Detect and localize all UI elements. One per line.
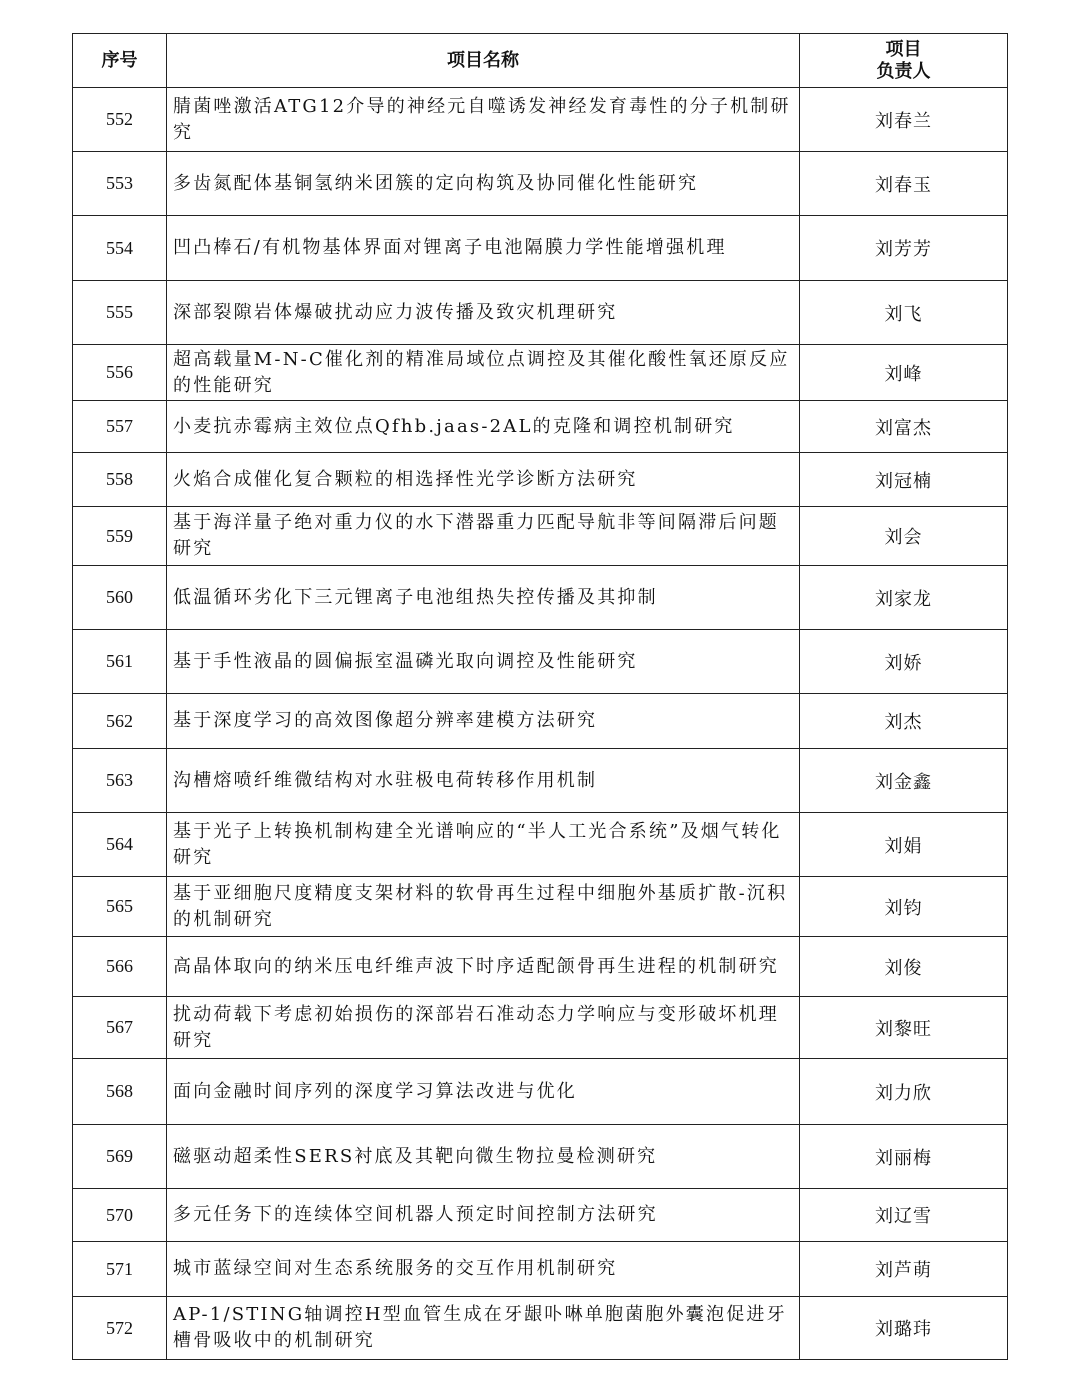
- header-project-lead-line1: 项目: [885, 38, 922, 60]
- table-row: [73, 152, 1008, 216]
- row-project-lead: 刘会: [800, 507, 1008, 566]
- row-project-lead: 刘娟: [800, 813, 1008, 877]
- row-project-lead: 刘俊: [800, 937, 1008, 997]
- row-project-lead: 刘钧: [800, 877, 1008, 937]
- row-project-name: 沟槽熔喷纤维微结构对水驻极电荷转移作用机制: [167, 749, 800, 813]
- table-row: [73, 1059, 1008, 1125]
- table-row: [73, 566, 1008, 630]
- row-serial-number: 557: [73, 401, 167, 453]
- table-row: [73, 216, 1008, 281]
- row-project-lead: 刘辽雪: [800, 1189, 1008, 1242]
- row-project-lead: 刘富杰: [800, 401, 1008, 453]
- row-serial-number: 567: [73, 997, 167, 1059]
- row-project-lead: 刘黎旺: [800, 997, 1008, 1059]
- table-row: [73, 749, 1008, 813]
- header-project-name: [167, 34, 800, 88]
- row-project-lead: 刘飞: [800, 281, 1008, 345]
- row-project-lead: 刘杰: [800, 694, 1008, 749]
- row-project-name: 小麦抗赤霉病主效位点Qfhb.jaas-2AL的克隆和调控机制研究: [167, 401, 800, 453]
- row-project-lead: 刘峰: [800, 345, 1008, 401]
- row-project-name: 超高载量M-N-C催化剂的精准局域位点调控及其催化酸性氧还原反应的性能研究: [167, 345, 800, 401]
- row-project-lead: 刘金鑫: [800, 749, 1008, 813]
- table-row: [73, 88, 1008, 152]
- table-row: [73, 997, 1008, 1059]
- table-row: [73, 1242, 1008, 1297]
- row-serial-number: 559: [73, 507, 167, 566]
- table-row: [73, 630, 1008, 694]
- row-project-lead: 刘春玉: [800, 152, 1008, 216]
- row-serial-number: 563: [73, 749, 167, 813]
- row-project-lead: 刘芳芳: [800, 216, 1008, 281]
- row-project-lead: 刘冠楠: [800, 453, 1008, 507]
- row-project-name: 深部裂隙岩体爆破扰动应力波传播及致灾机理研究: [167, 281, 800, 345]
- row-project-name: 城市蓝绿空间对生态系统服务的交互作用机制研究: [167, 1242, 800, 1297]
- row-serial-number: 564: [73, 813, 167, 877]
- row-serial-number: 561: [73, 630, 167, 694]
- row-project-name: 基于光子上转换机制构建全光谱响应的“半人工光合系统”及烟气转化研究: [167, 813, 800, 877]
- row-serial-number: 566: [73, 937, 167, 997]
- row-project-name: 多元任务下的连续体空间机器人预定时间控制方法研究: [167, 1189, 800, 1242]
- header-project-lead-line2: 负责人: [876, 60, 931, 82]
- row-project-name: 凹凸棒石/有机物基体界面对锂离子电池隔膜力学性能增强机理: [167, 216, 800, 281]
- row-project-lead: 刘娇: [800, 630, 1008, 694]
- table-row: [73, 877, 1008, 937]
- row-project-name: 面向金融时间序列的深度学习算法改进与优化: [167, 1059, 800, 1125]
- header-project-name-label: 项目名称: [447, 49, 519, 71]
- row-project-lead: 刘璐玮: [800, 1297, 1008, 1360]
- table-row: [73, 1189, 1008, 1242]
- row-project-lead: 刘力欣: [800, 1059, 1008, 1125]
- row-serial-number: 571: [73, 1242, 167, 1297]
- table-row: [73, 345, 1008, 401]
- row-serial-number: 572: [73, 1297, 167, 1360]
- table-row: [73, 507, 1008, 566]
- row-serial-number: 554: [73, 216, 167, 281]
- row-serial-number: 569: [73, 1125, 167, 1189]
- row-project-name: 基于亚细胞尺度精度支架材料的软骨再生过程中细胞外基质扩散-沉积的机制研究: [167, 877, 800, 937]
- table-row: [73, 281, 1008, 345]
- row-project-lead: 刘春兰: [800, 88, 1008, 152]
- row-project-lead: 刘家龙: [800, 566, 1008, 630]
- row-project-name: 基于手性液晶的圆偏振室温磷光取向调控及性能研究: [167, 630, 800, 694]
- row-project-name: 多齿氮配体基铜氢纳米团簇的定向构筑及协同催化性能研究: [167, 152, 800, 216]
- projects-table: [72, 33, 1008, 1360]
- row-project-name: 火焰合成催化复合颗粒的相选择性光学诊断方法研究: [167, 453, 800, 507]
- row-serial-number: 552: [73, 88, 167, 152]
- header-project-lead: [800, 34, 1008, 88]
- table-row: [73, 453, 1008, 507]
- table-row: [73, 694, 1008, 749]
- row-serial-number: 555: [73, 281, 167, 345]
- table-row: [73, 1125, 1008, 1189]
- row-serial-number: 568: [73, 1059, 167, 1125]
- header-serial-number: 序号: [73, 34, 167, 88]
- row-serial-number: 558: [73, 453, 167, 507]
- row-serial-number: 560: [73, 566, 167, 630]
- row-project-name: AP-1/STING轴调控H型血管生成在牙龈卟啉单胞菌胞外囊泡促进牙槽骨吸收中的机制研究: [167, 1297, 800, 1360]
- row-project-name: 磁驱动超柔性SERS衬底及其靶向微生物拉曼检测研究: [167, 1125, 800, 1189]
- row-project-name: 基于深度学习的高效图像超分辨率建模方法研究: [167, 694, 800, 749]
- row-project-name: 基于海洋量子绝对重力仪的水下潜器重力匹配导航非等间隔滞后问题研究: [167, 507, 800, 566]
- table-header-row: [73, 34, 1008, 88]
- row-serial-number: 556: [73, 345, 167, 401]
- row-serial-number: 570: [73, 1189, 167, 1242]
- row-project-name: 腈菌唑激活ATG12介导的神经元自噬诱发神经发育毒性的分子机制研究: [167, 88, 800, 152]
- row-serial-number: 562: [73, 694, 167, 749]
- row-project-name: 低温循环劣化下三元锂离子电池组热失控传播及其抑制: [167, 566, 800, 630]
- table-row: [73, 1297, 1008, 1360]
- table-row: [73, 813, 1008, 877]
- row-serial-number: 553: [73, 152, 167, 216]
- row-serial-number: 565: [73, 877, 167, 937]
- row-project-lead: 刘芦萌: [800, 1242, 1008, 1297]
- row-project-lead: 刘丽梅: [800, 1125, 1008, 1189]
- table-row: [73, 937, 1008, 997]
- row-project-name: 扰动荷载下考虑初始损伤的深部岩石准动态力学响应与变形破坏机理研究: [167, 997, 800, 1059]
- table-row: [73, 401, 1008, 453]
- row-project-name: 高晶体取向的纳米压电纤维声波下时序适配颌骨再生进程的机制研究: [167, 937, 800, 997]
